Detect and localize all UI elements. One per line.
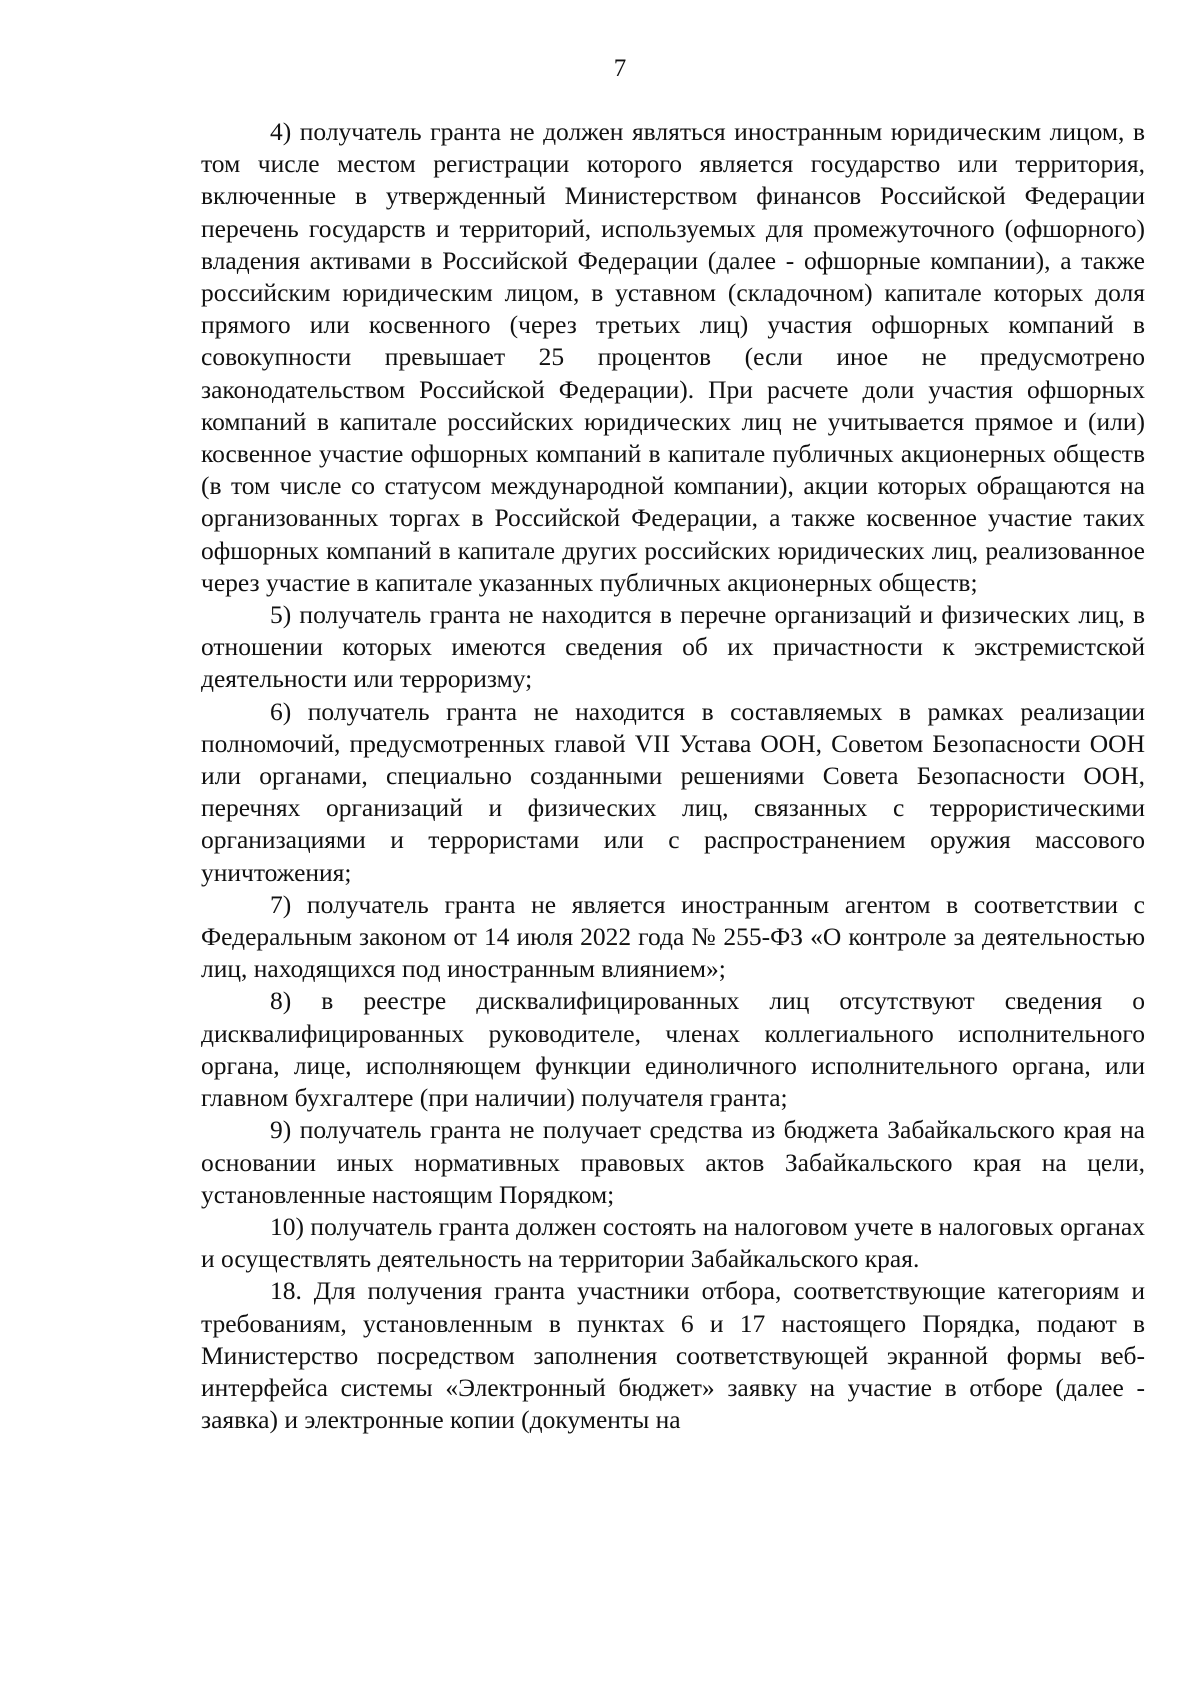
document-body: [201, 116, 1145, 1436]
paragraph-item-10: 10) получатель гранта должен состоять на налоговом учете в налоговых органах и осуществлять деятельность на территории Забайкальского края.: [201, 1211, 1145, 1274]
paragraph-section-18: 18. Для получения гранта участники отбора, соответствующие категориям и требованиям, установленным в пунктах 6 и 17 настоящего Порядка, подают в Министерство посредством заполнения соответствующей экранной формы веб-интерфейса системы «Электронный бюджет» заявку на участие в отборе (далее - заявка) и электронные копии (документы на: [201, 1276, 1145, 1435]
paragraph-item-4: 4) получатель гранта не должен являться иностранным юридическим лицом, в том числе местом регистрации которого является государство или территория, включенные в утвержденный Министерством финансов Российской Федерации перечень государств и территорий, используемых для промежуточного (офшорного) владения активами в Российской Федерации (далее - офшорные компании), а также российским юридическим лицом, в уставном (складочном) капитале которых доля прямого или косвенного (через третьих лиц) участия офшорных компаний в совокупности превышает 25 процентов (если иное не предусмотрено законодательством Российской Федерации). При расчете доли участия офшорных компаний в капитале российских юридических лиц не учитывается прямое и (или) косвенное участие офшорных компаний в капитале публичных акционерных обществ (в том числе со статусом международной компании), акции которых обращаются на организованных торгах в Российской Федерации, а также косвенное участие таких офшорных компаний в капитале других российских юридических лиц, реализованное через участие в капитале указанных публичных акционерных обществ;: [201, 117, 1145, 597]
paragraph-item-8: 8) в реестре дисквалифицированных лиц отсутствуют сведения о дисквалифицированных руководителе, членах коллегиального исполнительного органа, лице, исполняющем функции единоличного исполнительного органа, или главном бухгалтере (при наличии) получателя гранта;: [201, 986, 1145, 1113]
paragraph-item-5: 5) получатель гранта не находится в перечне организаций и физических лиц, в отношении которых имеются сведения об их причастности к экстремистской деятельности или терроризму;: [201, 600, 1145, 694]
paragraph-item-6: 6) получатель гранта не находится в составляемых в рамках реализации полномочий, предусмотренных главой VII Устава ООН, Советом Безопасности ООН или органами, специально созданными решениями Совета Безопасности ООН, перечнях организаций и физических лиц, связанных с террористическими организациями и террористами или с распространением оружия массового уничтожения;: [201, 696, 1145, 887]
paragraph-item-9: 9) получатель гранта не получает средства из бюджета Забайкальского края на основании иных нормативных правовых актов Забайкальского края на цели, установленные настоящим Порядком;: [201, 1115, 1145, 1209]
paragraph-item-7: 7) получатель гранта не является иностранным агентом в соответствии с Федеральным законом от 14 июля 2022 года № 255-ФЗ «О контроле за деятельностью лиц, находящихся под иностранным влиянием»;: [201, 889, 1145, 984]
page-number: 7: [613, 55, 627, 82]
